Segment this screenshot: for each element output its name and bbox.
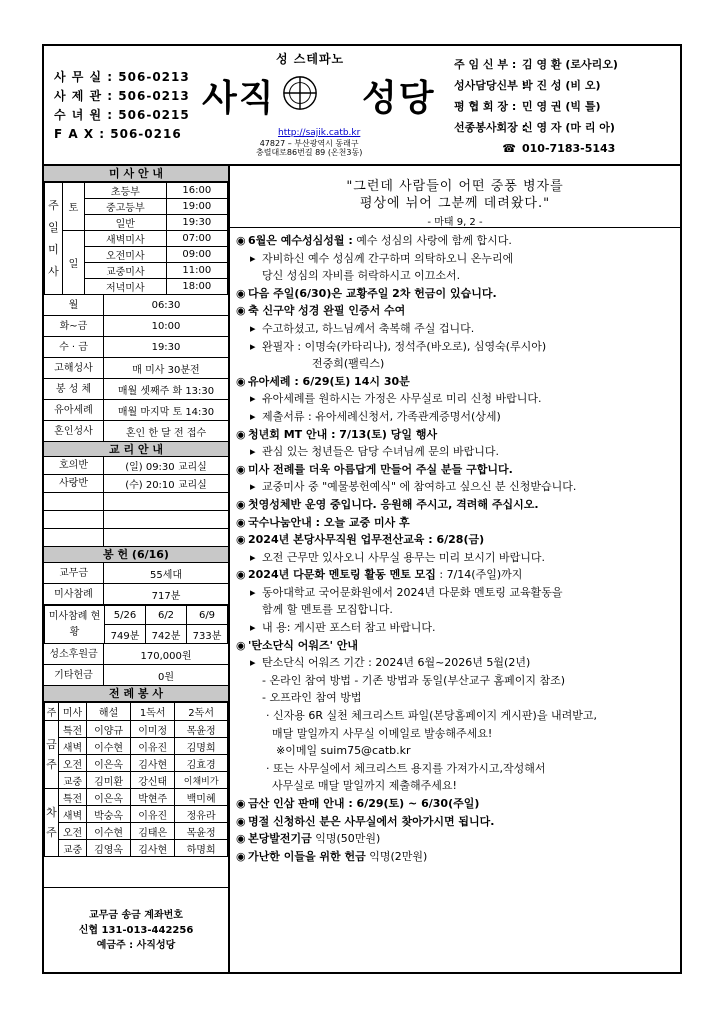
offering-row bbox=[44, 584, 228, 605]
arrow-icon: ▸ bbox=[250, 409, 256, 423]
service-mass: 새벽 bbox=[59, 806, 87, 823]
notice-detail bbox=[236, 338, 674, 356]
notice-detail: - 온라인 참여 방법 - 기존 방법과 동일(부산교구 홈페이지 참조) bbox=[262, 673, 566, 687]
notice-text: 익명(2만원) bbox=[365, 849, 428, 863]
arrow-icon: ▸ bbox=[250, 339, 256, 353]
mass-time: 11:00 bbox=[166, 263, 227, 279]
mass-heading: 미 사 안 내 bbox=[44, 166, 228, 182]
detail-text: 제출서류 : 유아세례신청서, 가족관계증명서(상세) bbox=[262, 409, 501, 423]
mass-time: 09:00 bbox=[166, 247, 227, 263]
service-person: 박현주 bbox=[131, 789, 175, 806]
service-person: 이미정 bbox=[131, 721, 175, 738]
notice-item bbox=[236, 848, 674, 866]
sacrament-row bbox=[44, 400, 228, 421]
account-title: 교무금 송금 계좌번호 bbox=[89, 910, 183, 921]
service-person: 이양규 bbox=[87, 721, 131, 738]
service-person: 김영옥 bbox=[87, 840, 131, 857]
service-person: 목윤정 bbox=[175, 823, 228, 840]
service-person: 김태은 bbox=[131, 823, 175, 840]
staff-pastor: 주 임 신 부 : 김 영 환 (로사리오) bbox=[454, 58, 618, 71]
weekday-row bbox=[44, 316, 228, 337]
parish-name bbox=[202, 70, 436, 121]
parish-logo-icon bbox=[281, 74, 319, 112]
notice-item bbox=[236, 232, 674, 250]
address-line1: 47827 – 부산광역시 동래구 bbox=[259, 139, 359, 148]
mass-time: 16:00 bbox=[166, 183, 227, 199]
attendance-date: 5/26 bbox=[105, 606, 146, 625]
catechism-row bbox=[44, 457, 228, 475]
service-person: 목윤정 bbox=[175, 721, 228, 738]
day-time: 06:30 bbox=[151, 299, 181, 311]
notice-heading: 2024년 본당사무직원 업무전산교육 : 6/28(금) bbox=[248, 533, 485, 547]
notice-detail bbox=[236, 584, 674, 602]
rectory-phone: 사 제 관 : 506-0213 bbox=[54, 89, 190, 103]
service-mass: 교중 bbox=[59, 772, 87, 789]
sacrament-info: 매월 셋째주 화 13:30 bbox=[117, 385, 215, 397]
offering-value: 55세대 bbox=[149, 569, 183, 581]
class-name: 사랑반 bbox=[44, 475, 104, 492]
mass-name: 초등부 bbox=[85, 183, 167, 199]
notice-text: 익명(50만원) bbox=[311, 832, 381, 846]
attendance-date: 6/9 bbox=[187, 606, 228, 625]
offering-row bbox=[44, 665, 228, 686]
mass-name: 중고등부 bbox=[85, 199, 167, 215]
notice-item bbox=[236, 830, 674, 848]
service-mass: 새벽 bbox=[59, 738, 87, 755]
mass-time: 07:00 bbox=[166, 231, 227, 247]
arrow-icon: ▸ bbox=[250, 550, 256, 564]
bullet-icon: ◉ bbox=[236, 515, 246, 529]
notice-text: 예수 성심의 사랑에 함께 합시다. bbox=[352, 234, 512, 247]
day-time: 19:30 bbox=[151, 341, 181, 353]
notice-detail: 당신 성심의 자비를 허락하시고 이끄소서. bbox=[262, 269, 461, 283]
service-person: 김효경 bbox=[175, 755, 228, 772]
service-person: 이수현 bbox=[87, 823, 131, 840]
mass-time: 19:00 bbox=[166, 199, 227, 215]
service-person: 이유진 bbox=[131, 738, 175, 755]
bulletin-frame bbox=[42, 44, 682, 974]
catechism-row bbox=[44, 475, 228, 493]
sacrament-row bbox=[44, 379, 228, 400]
saturday-label: 토 bbox=[63, 183, 85, 231]
notice-detail: 사무실로 매달 말일까지 제출해주세요! bbox=[272, 779, 457, 793]
offering-heading: 봉 헌 (6/16) bbox=[44, 547, 228, 563]
day-label: 화~금 bbox=[44, 316, 104, 336]
bullet-icon: ◉ bbox=[236, 374, 246, 388]
offering-value: 717분 bbox=[151, 590, 181, 602]
offering-label: 기타헌금 bbox=[44, 665, 104, 685]
notice-item bbox=[236, 461, 674, 479]
offering-row bbox=[44, 563, 228, 584]
offering-row bbox=[44, 644, 228, 665]
bullet-icon: ◉ bbox=[236, 427, 246, 441]
empty-row bbox=[44, 493, 228, 511]
attendance-table bbox=[44, 605, 228, 644]
notice-detail bbox=[236, 478, 674, 496]
service-mass: 오전 bbox=[59, 823, 87, 840]
bullet-icon: ◉ bbox=[236, 832, 246, 846]
quote-line2: 평상에 뉘어 그분께 데려왔다." bbox=[359, 196, 551, 211]
sacrament-row bbox=[44, 421, 228, 442]
bullet-icon: ◉ bbox=[236, 533, 246, 547]
service-person: 이은옥 bbox=[87, 789, 131, 806]
class-time: (수) 20:10 교리실 bbox=[125, 480, 207, 491]
service-person: 김미환 bbox=[87, 772, 131, 789]
notice-detail bbox=[236, 408, 674, 426]
parish-subtitle: 성 스테파노 bbox=[276, 52, 345, 66]
notice-heading: 금산 인삼 판매 안내 : 6/29(토) ~ 6/30(주일) bbox=[248, 797, 480, 810]
class-name: 호의반 bbox=[44, 457, 104, 474]
notice-heading: 청년회 MT 안내 : 7/13(토) 당일 행사 bbox=[248, 427, 438, 441]
staff-sacrament-priest: 성사담당신부 :박 진 성 (비 오) bbox=[454, 79, 601, 92]
detail-text: 교중미사 중 "예물봉헌예식" 에 참여하고 싶으신 분 신청받습니다. bbox=[262, 480, 577, 494]
notice-item bbox=[236, 496, 674, 514]
col-reading2: 2독서 bbox=[175, 703, 228, 721]
bullet-icon: ◉ bbox=[236, 814, 246, 828]
service-table bbox=[44, 702, 228, 857]
service-mass: 특전 bbox=[59, 721, 87, 738]
notice-detail: 전중희(팰릭스) bbox=[312, 357, 385, 371]
staff-funeral-president: 선종봉사회장 :신 영 자 (마 리 아) bbox=[454, 121, 615, 134]
sacrament-info: 혼인 한 달 전 접수 bbox=[125, 427, 207, 439]
col-week: 주 bbox=[45, 703, 59, 721]
offering-label: 성소후원금 bbox=[44, 644, 104, 664]
notice-heading: 6월은 예수성심성월 : bbox=[248, 234, 353, 247]
mass-name: 교중미사 bbox=[85, 263, 167, 279]
bullet-icon: ◉ bbox=[236, 797, 246, 810]
fax-number: F A X : 506-0216 bbox=[54, 127, 182, 141]
service-heading: 전 례 봉 사 bbox=[44, 686, 228, 702]
convent-phone: 수 녀 원 : 506-0215 bbox=[54, 108, 190, 122]
parish-name-part2: 성당 bbox=[362, 78, 436, 119]
detail-text: 관심 있는 청년들은 담당 수녀님께 문의 바랍니다. bbox=[262, 445, 499, 459]
mass-schedule-table bbox=[44, 182, 228, 295]
notice-item bbox=[236, 373, 674, 391]
empty-row bbox=[44, 511, 228, 529]
account-number: 신협 131-013-442256 bbox=[78, 925, 194, 936]
notice-heading: 다음 주일(6/30)은 교황주일 2차 헌금이 있습니다. bbox=[248, 286, 497, 300]
service-person: 박숭옥 bbox=[87, 806, 131, 823]
website-link[interactable]: http://sajik.catb.kr bbox=[278, 128, 361, 138]
mass-time: 19:30 bbox=[166, 215, 227, 231]
attendance-count: 749분 bbox=[105, 625, 146, 644]
notice-heading: 국수나눔안내 : 오늘 교중 미사 후 bbox=[248, 515, 410, 529]
notice-detail: 함께 할 멘토를 모집합니다. bbox=[262, 603, 393, 617]
attendance-date: 6/2 bbox=[146, 606, 187, 625]
sacrament-label: 혼인성사 bbox=[44, 421, 104, 441]
detail-text: 동아대학교 국어문화원에서 2024년 다문화 멘토링 교육활동을 bbox=[262, 585, 563, 599]
mass-time: 18:00 bbox=[166, 279, 227, 295]
bullet-icon: ◉ bbox=[236, 304, 246, 318]
notice-list bbox=[230, 228, 680, 865]
sacrament-label: 유아세례 bbox=[44, 400, 104, 420]
service-mass: 특전 bbox=[59, 789, 87, 806]
service-person: 김명희 bbox=[175, 738, 228, 755]
service-mass: 오전 bbox=[59, 755, 87, 772]
account-holder: 예금주 : 사직성당 bbox=[96, 940, 176, 951]
parish-name-part1: 사직 bbox=[202, 78, 276, 119]
service-person: 김사현 bbox=[131, 755, 175, 772]
service-person: 하명희 bbox=[175, 840, 228, 857]
notice-item bbox=[236, 795, 674, 813]
notice-item bbox=[236, 566, 674, 584]
bullet-icon: ◉ bbox=[236, 497, 246, 511]
notice-detail: 매달 말일까지 사무실 이메일로 발송해주세요! bbox=[272, 726, 493, 740]
attendance-count: 733분 bbox=[187, 625, 228, 644]
service-person: 정유라 bbox=[175, 806, 228, 823]
sacrament-info: 매 미사 30분전 bbox=[132, 364, 200, 376]
arrow-icon: ▸ bbox=[250, 656, 256, 670]
mass-name: 일반 bbox=[85, 215, 167, 231]
detail-text: 자비하신 예수 성심께 간구하며 의탁하오니 온누리에 bbox=[262, 251, 514, 265]
notice-text: : 7/14(주일)까지 bbox=[435, 568, 523, 582]
empty-row bbox=[44, 529, 228, 547]
notice-item bbox=[236, 813, 674, 831]
offering-label: 교무금 bbox=[44, 563, 104, 583]
service-person: 김사현 bbox=[131, 840, 175, 857]
detail-text: 내 용: 게시판 포스터 참고 바랍니다. bbox=[262, 621, 436, 635]
weekday-row bbox=[44, 337, 228, 358]
sacrament-info: 매월 마지막 토 14:30 bbox=[117, 406, 215, 418]
bullet-icon: ◉ bbox=[236, 462, 246, 476]
office-contacts bbox=[54, 68, 190, 144]
sunday-label: 일 bbox=[63, 231, 85, 295]
quote-reference: - 마태 9, 2 - bbox=[427, 217, 483, 228]
account-info bbox=[44, 887, 228, 972]
service-mass: 교중 bbox=[59, 840, 87, 857]
notice-heading: 본당발전기금 bbox=[248, 832, 312, 846]
bullet-icon: ◉ bbox=[236, 638, 246, 652]
col-commentary: 해설 bbox=[87, 703, 131, 721]
staff-contact: ☎ 010-7183-5143 bbox=[454, 138, 618, 159]
notice-heading: 유아세례 : 6/29(토) 14시 30분 bbox=[248, 374, 410, 388]
arrow-icon: ▸ bbox=[250, 445, 256, 459]
sacrament-label: 봉 성 체 bbox=[44, 379, 104, 399]
notice-item bbox=[236, 285, 674, 303]
header bbox=[44, 46, 680, 166]
staff-council-president: 평 협 회 장 : 민 영 권 (빅 틀) bbox=[454, 100, 601, 113]
mass-name: 저녁미사 bbox=[85, 279, 167, 295]
service-person: 이은옥 bbox=[87, 755, 131, 772]
arrow-icon: ▸ bbox=[250, 585, 256, 599]
notice-heading: '탄소단식 어워즈' 안내 bbox=[248, 638, 359, 652]
notice-item bbox=[236, 302, 674, 320]
gospel-quote bbox=[230, 166, 680, 228]
notice-detail bbox=[236, 619, 674, 637]
notice-heading: 2024년 다문화 멘토링 활동 멘토 모집 bbox=[248, 568, 436, 582]
notice-detail bbox=[236, 250, 674, 268]
notice-heading: 가난한 이들을 위한 헌금 bbox=[248, 849, 366, 863]
address-line2: 충렬대로86번길 89 (온천3동) bbox=[256, 148, 363, 157]
mass-name: 새벽미사 bbox=[85, 231, 167, 247]
arrow-icon: ▸ bbox=[250, 621, 256, 635]
main-content bbox=[230, 166, 680, 972]
catechism-heading: 교 리 안 내 bbox=[44, 441, 228, 457]
service-person: 이수현 bbox=[87, 738, 131, 755]
notice-detail bbox=[236, 320, 674, 338]
notice-detail: · 신자용 6R 실천 체크리스트 파일(본당홈페이지 게시판)을 내려받고, bbox=[266, 709, 597, 723]
empty-cell bbox=[44, 493, 104, 510]
sidebar bbox=[44, 166, 230, 972]
staff-list bbox=[454, 54, 618, 159]
notice-detail bbox=[236, 549, 674, 567]
detail-text: 완필자 : 이명숙(카타리나), 정석주(바오로), 심영숙(루시아) bbox=[262, 339, 547, 353]
notice-item bbox=[236, 637, 674, 655]
detail-text: 탄소단식 어워즈 기간 : 2024년 6월~2026년 5월(2년) bbox=[262, 656, 531, 670]
day-time: 10:00 bbox=[151, 320, 181, 332]
arrow-icon: ▸ bbox=[250, 321, 256, 335]
arrow-icon: ▸ bbox=[250, 251, 256, 265]
weekday-row bbox=[44, 295, 228, 316]
notice-item bbox=[236, 514, 674, 532]
notice-detail bbox=[236, 443, 674, 461]
detail-text: 유아세례를 원하시는 가정은 사무실로 미리 신청 바랍니다. bbox=[262, 392, 542, 406]
offering-value: 170,000원 bbox=[140, 650, 192, 662]
arrow-icon: ▸ bbox=[250, 392, 256, 406]
weekend-label: 주 일 미 사 bbox=[45, 183, 63, 295]
mass-name: 오전미사 bbox=[85, 247, 167, 263]
service-person: 강신태 bbox=[131, 772, 175, 789]
attendance-count: 742분 bbox=[146, 625, 187, 644]
notice-heading: 미사 전례를 더욱 아름답게 만들어 주실 분들 구합니다. bbox=[248, 462, 513, 476]
service-person: 백미혜 bbox=[175, 789, 228, 806]
parish-address bbox=[256, 139, 362, 157]
service-person: 이유진 bbox=[131, 806, 175, 823]
notice-detail bbox=[236, 390, 674, 408]
class-time: (일) 09:30 교리실 bbox=[125, 462, 207, 473]
empty-cell bbox=[44, 529, 104, 546]
notice-heading: 명절 신청하신 분은 사무실에서 찾아가시면 됩니다. bbox=[248, 814, 495, 828]
empty-cell bbox=[44, 511, 104, 528]
bullet-icon: ◉ bbox=[236, 849, 246, 863]
office-phone: 사 무 실 : 506-0213 bbox=[54, 70, 190, 84]
day-label: 수 · 금 bbox=[44, 337, 104, 357]
service-person: 이채비가 bbox=[175, 772, 228, 789]
notice-heading: 첫영성체반 운영 중입니다. 응원해 주시고, 격려해 주십시오. bbox=[248, 497, 539, 511]
attendance-label: 미사참례 현황 bbox=[45, 606, 105, 644]
bullet-icon: ◉ bbox=[236, 234, 246, 247]
offering-value: 0원 bbox=[157, 671, 175, 683]
detail-text: 수고하셨고, 하느님께서 축복해 주실 겁니다. bbox=[262, 321, 475, 335]
col-reading1: 1독서 bbox=[131, 703, 175, 721]
bullet-icon: ◉ bbox=[236, 568, 246, 582]
arrow-icon: ▸ bbox=[250, 480, 256, 494]
sacrament-row bbox=[44, 358, 228, 379]
notice-detail: · 또는 사무실에서 체크리스트 용지를 가져가시고,작성해서 bbox=[266, 761, 546, 775]
notice-item bbox=[236, 426, 674, 444]
next-week-label: 차 주 bbox=[45, 789, 59, 857]
notice-item bbox=[236, 531, 674, 549]
sacrament-label: 고해성사 bbox=[44, 358, 104, 378]
notice-heading: 축 신구약 성경 완필 인증서 수여 bbox=[248, 304, 406, 318]
detail-text: 오전 근무만 있사오니 사무실 용무는 미리 보시기 바랍니다. bbox=[262, 550, 545, 564]
notice-detail: ※이메일 suim75@catb.kr bbox=[276, 744, 411, 758]
bullet-icon: ◉ bbox=[236, 286, 246, 300]
notice-detail: - 오프라인 참여 방법 bbox=[262, 691, 362, 705]
quote-line1: "그런데 사람들이 어떤 중풍 병자를 bbox=[346, 179, 564, 194]
this-week-label: 금 주 bbox=[45, 721, 59, 789]
day-label: 월 bbox=[44, 295, 104, 315]
phone-icon: ☎ bbox=[502, 142, 516, 155]
notice-detail bbox=[236, 654, 674, 672]
offering-label: 미사참례 bbox=[44, 584, 104, 604]
col-mass: 미사 bbox=[59, 703, 87, 721]
